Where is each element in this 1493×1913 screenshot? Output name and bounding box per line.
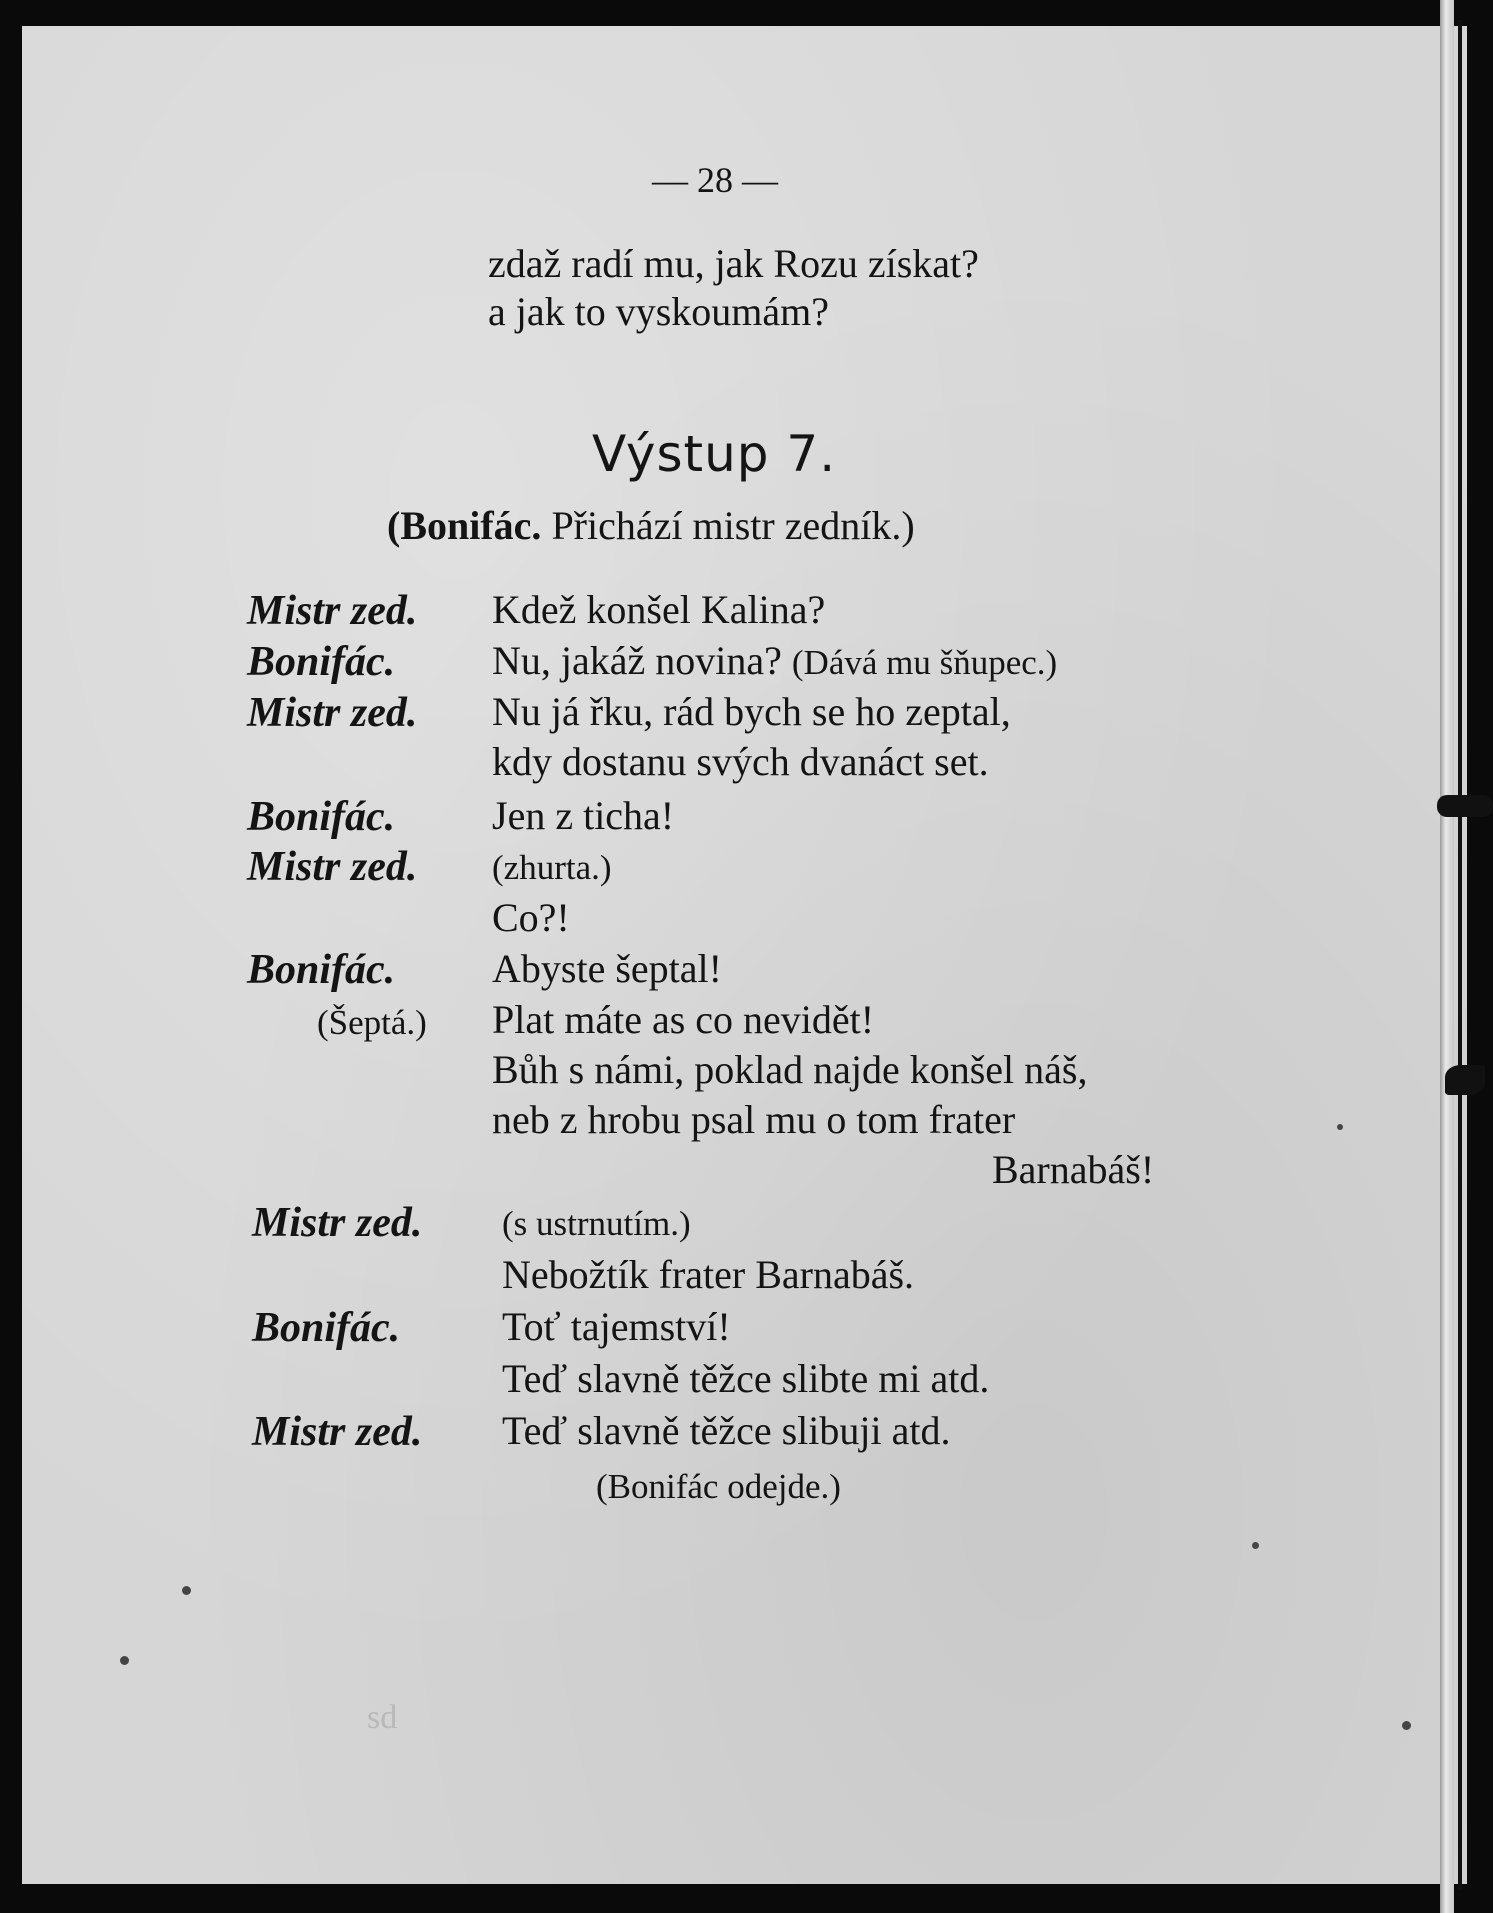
speaker-9: (Šeptá.)	[317, 1003, 427, 1042]
closing-direction: (Bonifác odejde.)	[596, 1467, 841, 1506]
binding-clip	[1445, 1065, 1485, 1095]
speaker-6: Mistr zed.	[247, 844, 418, 890]
line-16: Teď slavně těžce slibte mi atd.	[502, 1356, 990, 1401]
speaker-3: Mistr zed.	[247, 690, 418, 736]
speaker-13: Mistr zed.	[252, 1200, 423, 1246]
line-14: Nebožtík frater Barnabáš.	[502, 1252, 915, 1297]
speaker-5: Bonifác.	[247, 794, 396, 840]
line-2-text: Nu, jakáž novina?	[492, 638, 782, 683]
stage-direction	[387, 503, 915, 548]
intro-line-1: zdaž radí mu, jak Rozu získat?	[488, 241, 979, 286]
line-7: Co?!	[492, 895, 570, 940]
line-2-aside: (Dává mu šňupec.)	[791, 643, 1058, 682]
intro-line-2: a jak to vyskoumám?	[488, 289, 830, 334]
line-12: Barnabáš!	[992, 1147, 1155, 1192]
line-10: Bůh s námi, poklad najde konšel náš,	[492, 1047, 1088, 1092]
speck	[120, 1656, 129, 1665]
line-6: (zhurta.)	[492, 848, 612, 887]
line-2	[492, 638, 1058, 683]
line-17: Teď slavně těžce slibuji atd.	[502, 1408, 951, 1453]
speaker-8: Bonifác.	[247, 947, 396, 993]
speaker-2: Bonifác.	[247, 639, 396, 685]
line-11: neb z hrobu psal mu o tom frater	[492, 1097, 1016, 1142]
speck	[182, 1586, 191, 1595]
line-4: kdy dostanu svých dvanáct set.	[492, 739, 989, 784]
speaker-15: Bonifác.	[252, 1305, 401, 1351]
speaker-1: Mistr zed.	[247, 588, 418, 634]
speck	[1337, 1124, 1343, 1130]
line-3: Nu já řku, rád bych se ho zeptal,	[492, 689, 1011, 734]
speck	[1252, 1542, 1259, 1549]
speaker-17: Mistr zed.	[252, 1409, 423, 1455]
line-5: Jen z ticha!	[492, 793, 675, 838]
line-1: Kdež konšel Kalina?	[492, 587, 826, 632]
page-number: — 28 —	[652, 160, 778, 200]
scene-heading: Výstup 7.	[592, 425, 837, 483]
stage-direction-bold: (Bonifác.	[387, 503, 542, 548]
line-15: Toť tajemství!	[502, 1304, 731, 1349]
line-8: Abyste šeptal!	[492, 946, 722, 991]
line-9: Plat máte as co nevidět!	[492, 997, 875, 1042]
binding-edge	[1458, 20, 1462, 1890]
book-page	[22, 26, 1467, 1884]
bleed-through-text: sd	[367, 1699, 398, 1736]
binding-gutter	[1440, 0, 1454, 1913]
line-13: (s ustrnutím.)	[502, 1204, 691, 1243]
speck	[1402, 1721, 1411, 1730]
stage-direction-rest: Přichází mistr zedník.)	[551, 503, 915, 548]
binding-clip	[1437, 795, 1493, 817]
